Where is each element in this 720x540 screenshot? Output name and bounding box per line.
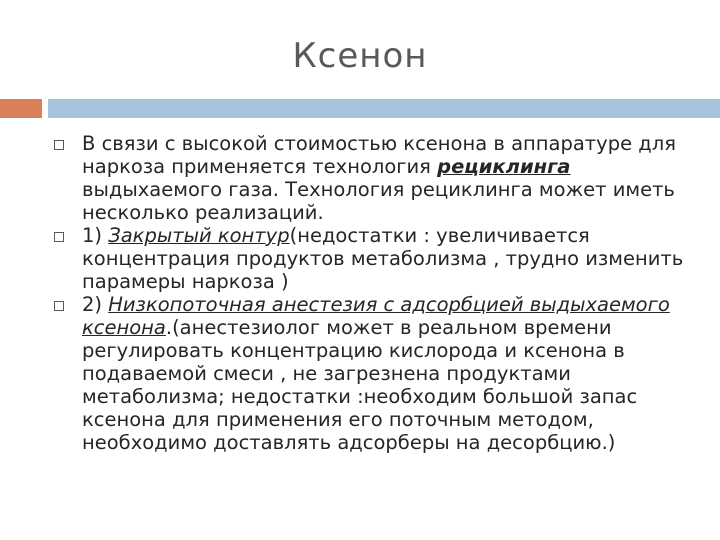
bullet-text: 1) (82, 224, 109, 247)
bullet-text: выдыхаемого газа. Технология рециклинга может иметь несколько реализаций. (82, 178, 675, 224)
bullet-item (54, 293, 704, 454)
checkbox-bullet-icon (54, 301, 64, 311)
accent-bar-orange (0, 99, 42, 118)
bullet-text: 2) (82, 293, 109, 316)
bullet-text: В связи с высокой стоимостью ксенона в аппаратуре для наркоза применяется технология (82, 132, 676, 178)
bullet-emphasis: Низкопоточная анестезия с адсорбцией выдыхаемого ксенона (82, 293, 670, 339)
bullet-emphasis: рециклинга (437, 155, 571, 178)
bullet-item (54, 132, 704, 224)
bullet-list (54, 132, 704, 454)
bullet-text: .(анестезиолог может в реальном времени регулировать концентрацию кислорода и ксенона в подаваемой смеси , не загрезнена продуктами метаболизма; недостатки :необходим большой запас ксенона для применения его поточным методом, необходимо доставлять адсорберы на десорбцию.) (82, 316, 638, 454)
bullet-emphasis: Закрытый контур (108, 224, 290, 247)
bullet-item (54, 224, 704, 293)
checkbox-bullet-icon (54, 140, 64, 150)
checkbox-bullet-icon (54, 232, 64, 242)
bullet-text: (недостатки : увеличивается концентрация продуктов метаболизма , трудно изменить парамеры наркоза ) (82, 224, 684, 293)
slide-title: Ксенон (292, 36, 428, 76)
accent-bar-blue (48, 99, 720, 118)
